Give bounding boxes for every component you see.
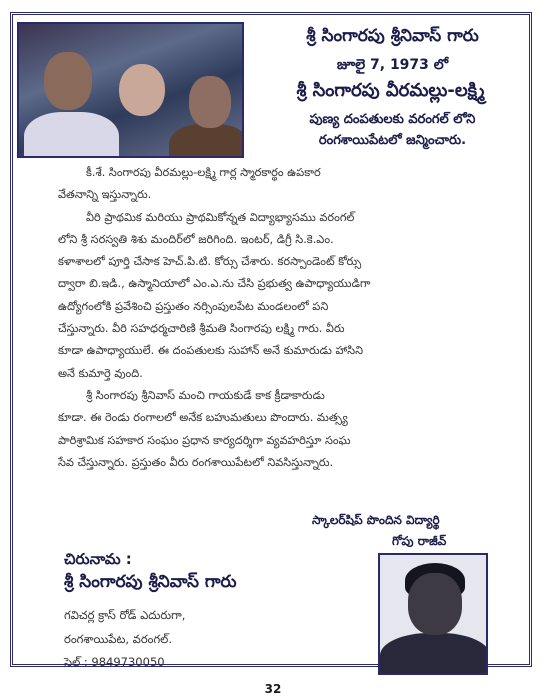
header-line-4: పుణ్య దంపతులకు వరంగల్ లోని	[309, 112, 476, 127]
address-name: శ్రీ సింగారపు శ్రీనివాస్ గారు	[64, 572, 237, 592]
scholarship-label: స్కాలర్‌షిప్ పొందిన విద్యార్థి	[312, 513, 440, 527]
header-date: జూలై 7, 1973 లో	[336, 57, 449, 73]
body-line: వేతనాన్ని ఇస్తున్నారు.	[58, 188, 152, 202]
address-phone: సెల్ : 9849730050	[64, 655, 165, 669]
biography-text	[58, 162, 498, 474]
address-line-1: గవిచర్ల క్రాస్ రోడ్ ఎదురుగా,	[64, 608, 186, 622]
body-line: కూడా. ఈ రెండు రంగాలలో అనేక బహుమతులు పొందారు. మత్స్య	[58, 411, 348, 425]
header-parents: శ్రీ సింగారపు వీరమల్లు-లక్ష్మి	[296, 80, 485, 101]
body-line: కూడా ఉపాధ్యాయులే. ఈ దంపతులకు సుహాన్ అనే కుమారుడు హాసిని	[58, 344, 363, 358]
scholarship-student-name: గోపు రాజీవ్	[392, 534, 447, 548]
address-line-2: రంగశాయిపేట, వరంగల్.	[64, 632, 172, 646]
header-line-5: రంగశాయిపేటలో జన్మించారు.	[318, 133, 467, 148]
body-line: అనే కుమార్తె వుంది.	[58, 366, 143, 380]
header-name: శ్రీ సింగారపు శ్రీనివాస్ గారు	[306, 26, 479, 46]
body-line: కీ.శే. సింగారపు వీరమల్లు-లక్ష్మి గార్ల స్మారకార్థం ఉపకార	[86, 166, 321, 179]
body-line: ఉద్యోగంలోకి ప్రవేశించి ప్రస్తుతం నర్సింపులపేట మండలంలో పని	[58, 299, 329, 313]
body-line: వీరి ప్రాథమిక మరియు ప్రాథమికోన్నత విద్యాభ్యాసము వరంగల్	[86, 210, 355, 224]
address-label: చిరునామ :	[64, 550, 132, 568]
body-line: పారిశ్రామిక సహకార సంఘం ప్రధాన కార్యదర్శిగా వ్యవహరిస్తూ సంఘ	[58, 433, 351, 447]
body-line: కళాశాలలో పూర్తి చేసాక హెచ్.పి.టి. కోర్సు చేశారు. కరస్పాండెంట్ కోర్సు	[58, 255, 362, 269]
body-line: చేస్తున్నారు. వీరి సహధర్మచారిణి శ్రీమతి సింగారపు లక్ష్మి గారు. వీరు	[58, 322, 345, 336]
body-line: శ్రీ సింగారపు శ్రీనివాస్ మంచి గాయకుడే కాక క్రీడాకారుడు	[86, 388, 325, 402]
page-number: 32	[264, 682, 282, 696]
family-photo	[17, 22, 244, 158]
student-photo	[378, 553, 488, 675]
body-line: సేవ చేస్తున్నారు. ప్రస్తుతం వీరు రంగశాయిపేటలో నివసిస్తున్నారు.	[58, 455, 334, 469]
body-line: లోని శ్రీ సరస్వతి శిశు మందిర్‌లో జరిగింది. ఇంటర్, డిగ్రీ సి.కె.ఎం.	[58, 232, 334, 246]
body-line: ద్వారా బి.ఇడి., ఉస్మానియాలో ఎం.ఎ.ను చేసి ప్రభుత్వ ఉపాధ్యాయుడిగా	[58, 277, 371, 291]
